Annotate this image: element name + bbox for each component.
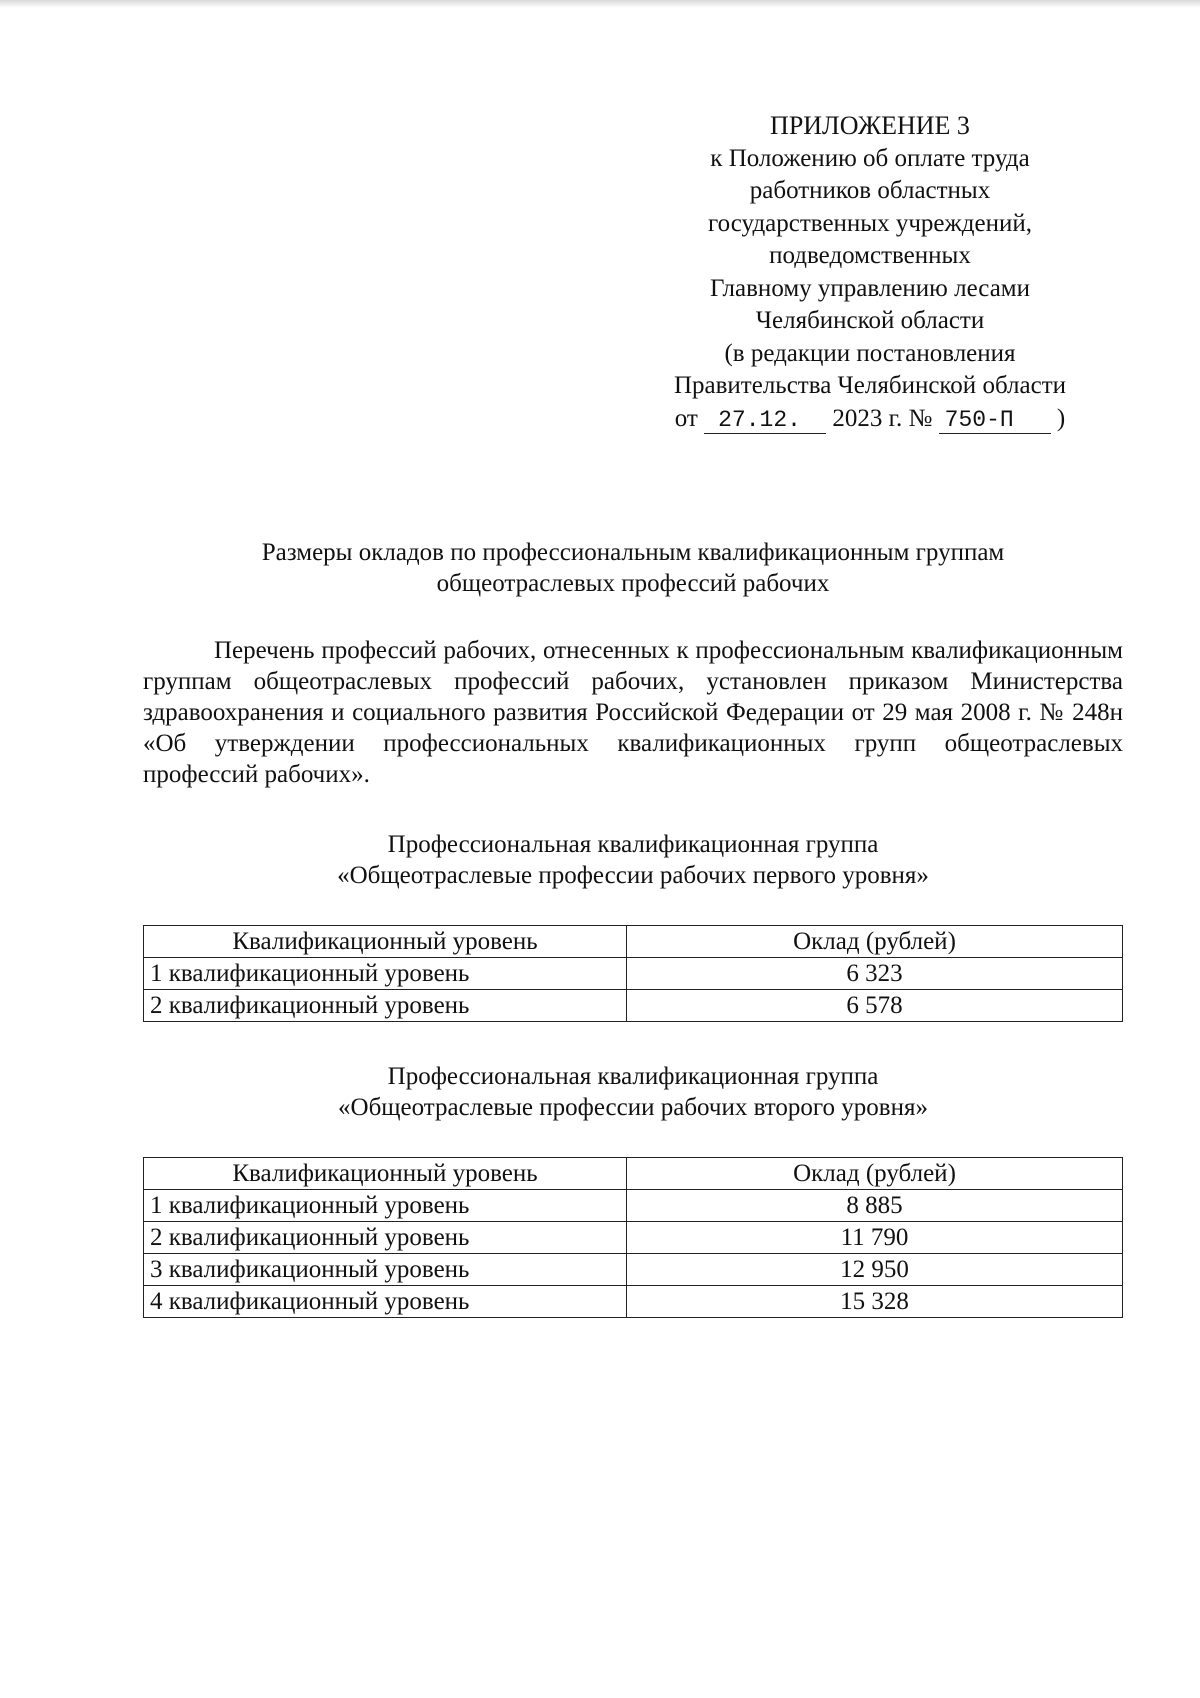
- group-title-line-2: «Общеотраслевые профессии рабочих первого уровня»: [337, 862, 929, 889]
- date-prefix: от: [674, 404, 698, 432]
- level-cell: 2 квалификационный уровень: [144, 1222, 627, 1254]
- salary-cell: 6 323: [627, 958, 1123, 990]
- table-row: [144, 1286, 1123, 1318]
- column-header-salary: Оклад (рублей): [627, 926, 1123, 958]
- appendix-title: ПРИЛОЖЕНИЕ 3: [770, 111, 970, 140]
- group-title-line-1: Профессиональная квалификационная группа: [387, 1063, 879, 1090]
- resolution-date-line: [640, 403, 1100, 436]
- appendix-line: работников областных: [749, 177, 991, 204]
- column-header-salary: Оклад (рублей): [627, 1158, 1123, 1190]
- appendix-line: подведомственных: [769, 242, 971, 269]
- table-row: [144, 958, 1123, 990]
- appendix-line: (в редакции постановления: [724, 339, 1016, 367]
- group-2-title: [143, 1061, 1123, 1123]
- heading-line-1: Размеры окладов по профессиональным квалификационным группам: [261, 539, 1005, 566]
- column-header-level: Квалификационный уровень: [144, 926, 627, 958]
- appendix-line: Главному управлению лесами: [709, 274, 1031, 302]
- level-cell: 3 квалификационный уровень: [144, 1254, 627, 1286]
- salary-cell: 11 790: [627, 1222, 1123, 1254]
- document-heading: [143, 537, 1123, 599]
- appendix-line: Челябинской области: [755, 307, 985, 334]
- appendix-block: [640, 110, 1100, 435]
- scan-edge-shadow: [0, 0, 1200, 8]
- column-header-level: Квалификационный уровень: [144, 1158, 627, 1190]
- salary-table-group-1: [143, 925, 1123, 1022]
- resolution-date: 27.12.: [704, 407, 826, 434]
- appendix-line: Правительства Челябинской области: [673, 372, 1067, 399]
- heading-line-2: общеотраслевых профессий рабочих: [436, 570, 830, 597]
- group-title-line-2: «Общеотраслевые профессии рабочих второго уровня»: [338, 1094, 928, 1121]
- salary-cell: 6 578: [627, 990, 1123, 1022]
- level-cell: 2 квалификационный уровень: [144, 990, 627, 1022]
- table-row: [144, 1254, 1123, 1286]
- closing-paren: ): [1056, 404, 1066, 432]
- table-header-row: [144, 1158, 1123, 1190]
- level-cell: 1 квалификационный уровень: [144, 1190, 627, 1222]
- salary-cell: 15 328: [627, 1286, 1123, 1318]
- salary-cell: 8 885: [627, 1190, 1123, 1222]
- table-header-row: [144, 926, 1123, 958]
- table-row: [144, 1190, 1123, 1222]
- level-cell: 1 квалификационный уровень: [144, 958, 627, 990]
- resolution-year: 2023 г. №: [832, 404, 933, 432]
- salary-table-group-2: [143, 1157, 1123, 1318]
- table-row: [144, 1222, 1123, 1254]
- level-cell: 4 квалификационный уровень: [144, 1286, 627, 1318]
- group-1-title: [143, 829, 1123, 891]
- table-row: [144, 990, 1123, 1022]
- group-title-line-1: Профессиональная квалификационная группа: [387, 831, 879, 858]
- appendix-line: к Положению об оплате труда: [710, 144, 1030, 172]
- intro-paragraph: Перечень профессий рабочих, отнесенных к профессиональным квалификационным группам общеотраслевых профессий рабочих, установлен приказом Министерства здравоохранения и социального развития Российской Федерации от 29 мая 2008 г. № 248н «Об утверждении профессиональных квалификационных групп общеотраслевых профессий рабочих».: [143, 637, 1123, 788]
- salary-cell: 12 950: [627, 1254, 1123, 1286]
- resolution-number: 750-П: [939, 407, 1051, 434]
- appendix-line: государственных учреждений,: [708, 209, 1032, 237]
